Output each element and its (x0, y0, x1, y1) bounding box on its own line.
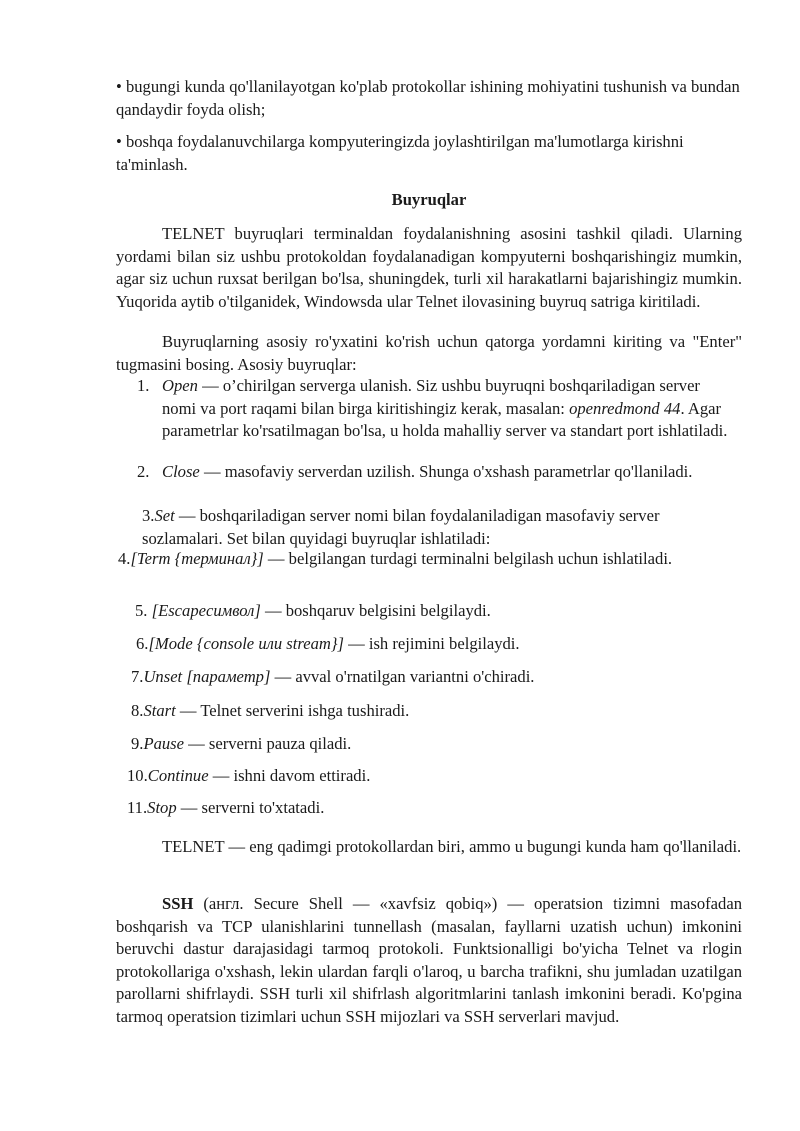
command-desc: — o’chirilgan serverga ulanish. Siz ushbu buyruqni boshqariladigan server nomi va port raqami bilan birga kiritishingiz kerak, masalan: (162, 376, 700, 418)
command-desc: — ish rejimini belgilaydi. (343, 634, 520, 653)
section-heading: Buyruqlar (391, 190, 467, 209)
bullet-item: • boshqa foydalanuvchilarga kompyuteringizda joylashtirilgan ma'lumotlarga kirishni ta'minlash. (116, 132, 684, 174)
list-number: 1. (137, 376, 150, 395)
command-desc: — masofaviy serverdan uzilish. Shunga o'xshash parametrlar qo'llaniladi. (199, 462, 693, 481)
ssh-term: SSH (162, 894, 194, 913)
command-desc: — serverni to'xtatadi. (176, 798, 325, 817)
ssh-body: (англ. Secure Shell — «xavfsiz qobiq») — operatsion tizimni masofadan boshqarish va TCP ulanishlarini tunnellash (masalan, fayllarni uzatish uchun) imkonini beruvchi dastur darajasidagi tarmoq protokoli. Funktsionalligi bo'yicha Telnet va rlogin protokollariga o'xshash, lekin ulardan farqli o'laroq, u barcha trafikni, shu jumladan uzatilgan parollarni shifrlaydi. SSH turli xil shifrlash algoritmlarini tanlash imkonini beradi. Ko'pgina tarmoq operatsion tizimlari uchun SSH mijozlari va SSH serverlari mavjud. (116, 894, 742, 1026)
list-item (135, 600, 735, 623)
list-item (131, 666, 731, 689)
list-number: 3. (142, 506, 155, 525)
list-item (131, 700, 731, 723)
command-name: Open (162, 376, 198, 395)
command-name: [Mode {console или stream}] (148, 634, 344, 653)
list-number: 5. (135, 601, 148, 620)
paragraph: TELNET buyruqlari terminaldan foydalanishning asosini tashkil qiladi. Ularning yordami bilan siz ushbu protokoldan foydalanadigan kompyuterni boshqarishingiz mumkin, agar siz uchun ruxsat berilgan bo'lsa, shuningdek, turli xil harakatlarni bajarishingiz mumkin. Yuqorida aytib o'tilganidek, Windowsda ular Telnet ilovasining buyruq satriga kiritiladi. (116, 224, 742, 311)
list-number: 7. (131, 667, 144, 686)
command-desc: — Telnet serverini ishga tushiradi. (175, 701, 410, 720)
list-item (142, 505, 742, 550)
command-name: Continue (147, 766, 209, 785)
list-number: 6. (136, 634, 149, 653)
list-item (116, 548, 742, 571)
command-example: openredmond 44 (569, 398, 681, 418)
command-name: Pause (143, 734, 185, 753)
command-desc: — boshqariladigan server nomi bilan foydalaniladigan masofaviy server sozlamalari. Set bilan quyidagi buyruqlar ishlatiladi: (142, 506, 660, 548)
command-desc: . Agar parametrlar ko'rsatilmagan bo'lsa, u holda mahalliy server va standart port ishlatiladi. (162, 398, 728, 440)
list-item (131, 733, 731, 756)
list-item (127, 765, 727, 788)
list-item (137, 375, 737, 440)
command-name: [Escapeсимвол] (151, 601, 261, 620)
list-item (137, 461, 697, 484)
list-item (127, 797, 727, 820)
command-name: Unset [параметр] (143, 667, 271, 686)
list-number: 8. (131, 701, 144, 720)
command-desc: — boshqaruv belgisini belgilaydi. (260, 601, 491, 620)
command-name: [Term {терминал}] (130, 549, 264, 568)
command-desc: — ishni davom ettiradi. (208, 766, 371, 785)
command-name: Stop (147, 798, 177, 817)
list-number: 11. (127, 798, 148, 817)
list-item (136, 633, 736, 656)
list-number: 2. (137, 462, 150, 481)
paragraph: Buyruqlarning asosiy ro'yxatini ko'rish uchun qatorga yordamni kiriting va "Enter" tugmasini bosing. Asosiy buyruqlar: (116, 332, 742, 374)
list-number: 9. (131, 734, 144, 753)
command-desc: — avval o'rnatilgan variantni o'chiradi. (270, 667, 535, 686)
paragraph: TELNET — eng qadimgi protokollardan biri, ammo u bugungi kunda ham qo'llaniladi. (162, 837, 742, 856)
list-number: 10. (127, 766, 148, 785)
command-desc: — belgilangan turdagi terminalni belgilash uchun ishlatiladi. (263, 549, 673, 568)
list-number: 4. (118, 549, 131, 568)
command-name: Close (162, 462, 200, 481)
ssh-paragraph (116, 893, 742, 1028)
bullet-item: • bugungi kunda qo'llanilayotgan ko'plab protokollar ishining mohiyatini tushunish va bundan qandaydir foyda olish; (116, 77, 740, 119)
command-name: Set (154, 506, 175, 525)
command-desc: — serverni pauza qiladi. (184, 734, 352, 753)
command-name: Start (143, 701, 176, 720)
